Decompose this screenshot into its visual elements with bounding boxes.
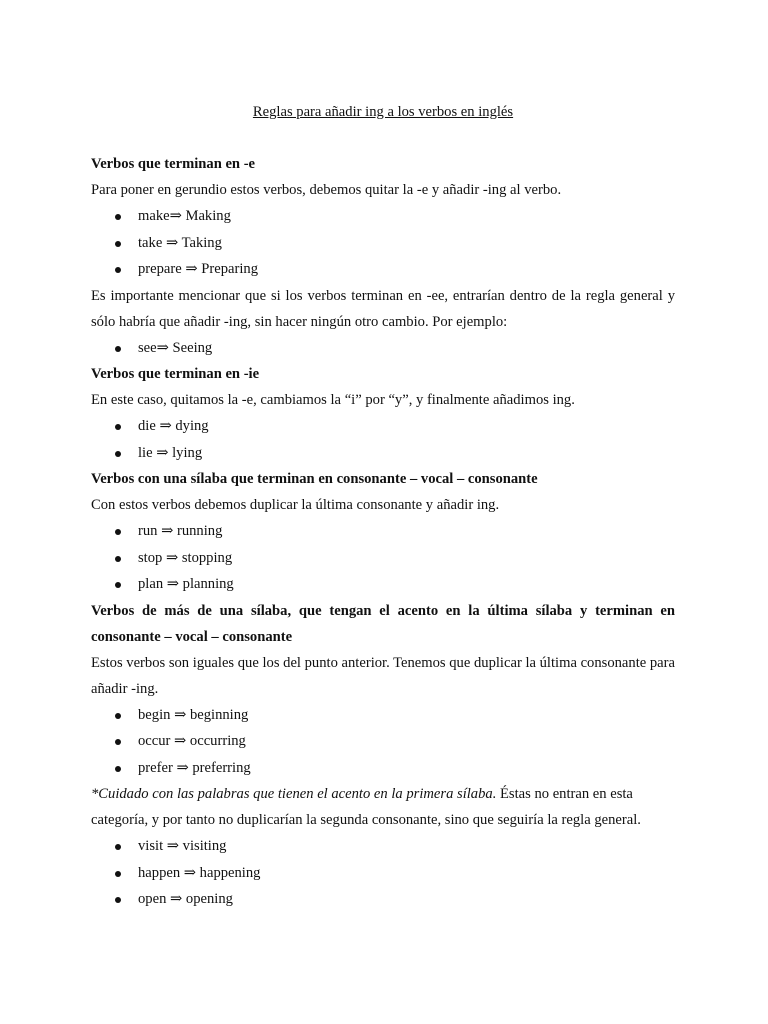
warning-paragraph xyxy=(91,781,675,833)
list-item: stop ⇒ stopping xyxy=(91,545,675,572)
example-list-cvc xyxy=(91,518,675,598)
example-list-ee xyxy=(91,335,675,362)
example-list-e xyxy=(91,203,675,283)
list-item: take ⇒ Taking xyxy=(91,230,675,257)
list-item: happen ⇒ happening xyxy=(91,860,675,887)
section-heading-cvc: Verbos con una sílaba que terminan en consonante – vocal – consonante xyxy=(91,471,538,487)
warning-italic: *Cuidado con las palabras que tienen el acento en la primera sílaba. xyxy=(91,786,497,802)
list-item: begin ⇒ beginning xyxy=(91,702,675,729)
section-heading-ie: Verbos que terminan en -ie xyxy=(91,366,260,382)
list-item: visit ⇒ visiting xyxy=(91,833,675,860)
list-item: die ⇒ dying xyxy=(91,413,675,440)
section-heading-multisyllable: Verbos de más de una sílaba, que tengan el acento en la última sílaba y terminan en consonante – vocal – consonante xyxy=(91,602,675,645)
warning-rest: Éstas no entran en esta categoría, y por tanto no duplicarían la segunda consonante, sino que seguiría la regla general. xyxy=(91,786,641,828)
list-item: prefer ⇒ preferring xyxy=(91,755,675,782)
document-title: Reglas para añadir ing a los verbos en inglés xyxy=(252,104,514,120)
document-body xyxy=(91,101,675,913)
list-item: lie ⇒ lying xyxy=(91,440,675,467)
list-item: occur ⇒ occurring xyxy=(91,728,675,755)
section-heading-e: Verbos que terminan en -e xyxy=(91,156,256,172)
example-list-ie xyxy=(91,413,675,466)
list-item: open ⇒ opening xyxy=(91,886,675,913)
section-text-multisyllable: Estos verbos son iguales que los del punto anterior. Tenemos que duplicar la última consonante para añadir -ing. xyxy=(91,654,675,697)
section-note-ee: Es importante mencionar que si los verbos terminan en -ee, entrarían dentro de la regla general y sólo habría que añadir -ing, sin hacer ningún otro cambio. Por ejemplo: xyxy=(91,287,675,330)
example-list-first-syllable xyxy=(91,833,675,913)
list-item: prepare ⇒ Preparing xyxy=(91,256,675,283)
section-text-ie: En este caso, quitamos la -e, cambiamos la “i” por “y”, y finalmente añadimos ing. xyxy=(91,392,575,408)
list-item: run ⇒ running xyxy=(91,518,675,545)
list-item: make⇒ Making xyxy=(91,203,675,230)
list-item: see⇒ Seeing xyxy=(91,335,675,362)
example-list-multisyllable xyxy=(91,702,675,782)
section-text-cvc: Con estos verbos debemos duplicar la última consonante y añadir ing. xyxy=(91,497,500,513)
section-text-e: Para poner en gerundio estos verbos, debemos quitar la -e y añadir -ing al verbo. xyxy=(91,182,562,198)
list-item: plan ⇒ planning xyxy=(91,571,675,598)
